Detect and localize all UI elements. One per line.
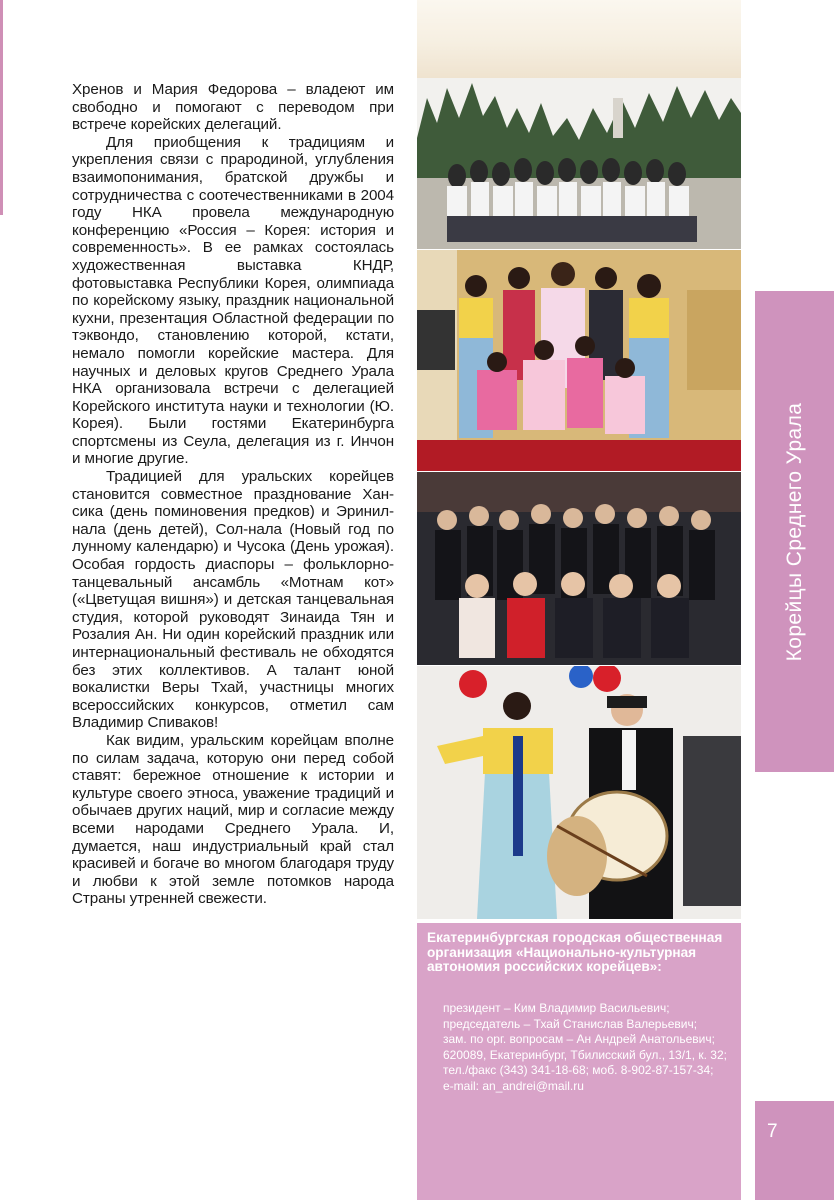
- article-paragraph-4: Как видим, уральским корейцам вполне по силам задача, которую они перед собой ставят: бережное отношение к истории и культуре своего этноса, уважение традиций и обычаев других наций, мир и согласие между всеми народами Среднего Урала. И, думается, наш индустриальный край стал красивей и богаче во многом благодаря труду и любви к этой земле потомков народа Страны утренней свежести.: [72, 731, 394, 908]
- delegation-photo: [417, 472, 741, 665]
- organization-title: Екатеринбургская городская общественная организация «Национально-культурная автономия российских корейцев»:: [427, 930, 723, 975]
- org-detail-address: 620089, Екатеринбург, Тбилисский бул., 13/1, к. 32;: [443, 1047, 727, 1062]
- top-photo-fragment: [417, 0, 741, 78]
- section-side-tab: [755, 291, 834, 772]
- dance-ensemble-photo: [417, 250, 741, 471]
- organization-details: [443, 1001, 739, 1094]
- article-paragraph-1: Хренов и Мария Федорова – владеют им свободно и помогают с переводом при встрече корейских делегаций.: [72, 81, 394, 134]
- article-body: [72, 81, 394, 908]
- section-title: Корейцы Среднего Урала: [782, 402, 806, 661]
- decorative-left-strip: [0, 0, 3, 215]
- page-number: 7: [767, 1121, 778, 1142]
- organization-info-box: [417, 923, 741, 1200]
- org-detail-phone: тел./факс (343) 341-18-68; моб. 8-902-87-157-34;: [443, 1063, 714, 1077]
- group-photo-outdoor: [417, 78, 741, 249]
- page-number-tab: [755, 1101, 834, 1200]
- org-detail-chairman: председатель – Тхай Станислав Валерьевич;: [443, 1016, 698, 1031]
- article-paragraph-3: Традицией для уральских корейцев становится совместное празднование Хан-сика (день поминовения предков) и Эринил-нала (день детей), Сол-нала (Новый год по лунному календарю) и Чусока (День урожая). Особая гордость диаспоры – фольклорно-танцевальный ансамбль «Мотнам кот» («Цветущая вишня») и детская танцевальная студия, которой руководят Зинаида Тян и Розалия Ан. Ни один корейский праздник или интернациональный фестиваль не обходятся без этих коллективов. А талант юной вокалистки Веры Тхай, участницы многих всероссийских конкурсов, отметил сам Владимир Спиваков!: [72, 468, 394, 732]
- org-detail-deputy: зам. по орг. вопросам – Ан Андрей Анатольевич;: [443, 1032, 715, 1046]
- drum-performance-photo: [417, 666, 741, 919]
- org-detail-email: e-mail: an_andrei@mail.ru: [443, 1078, 584, 1093]
- org-detail-president: президент – Ким Владимир Васильевич;: [443, 1001, 670, 1015]
- article-paragraph-2: Для приобщения к традициям и укрепления связи с прародиной, углубления взаимопонимания, братской дружбы и сотрудничества с соотечественниками в 2004 году НКА провела международную конференцию «Россия – Корея: история и современность». В ее рамках состоялась художественная выставка КНДР, фотовыставка Республики Корея, олимпиада по корейскому языку, праздник национальной кухни, презентация Областной федерации по тэквондо, становлению которой, кстати, немало помогли корейские мастера. Для научных и деловых кругов Среднего Урала НКА организовала встречи с делегацией Корейского института науки и технологии (Ю. Корея). Были гостями Екатеринбурга спортсмены из Сеула, делегация из г. Инчон и многие другие.: [72, 133, 394, 468]
